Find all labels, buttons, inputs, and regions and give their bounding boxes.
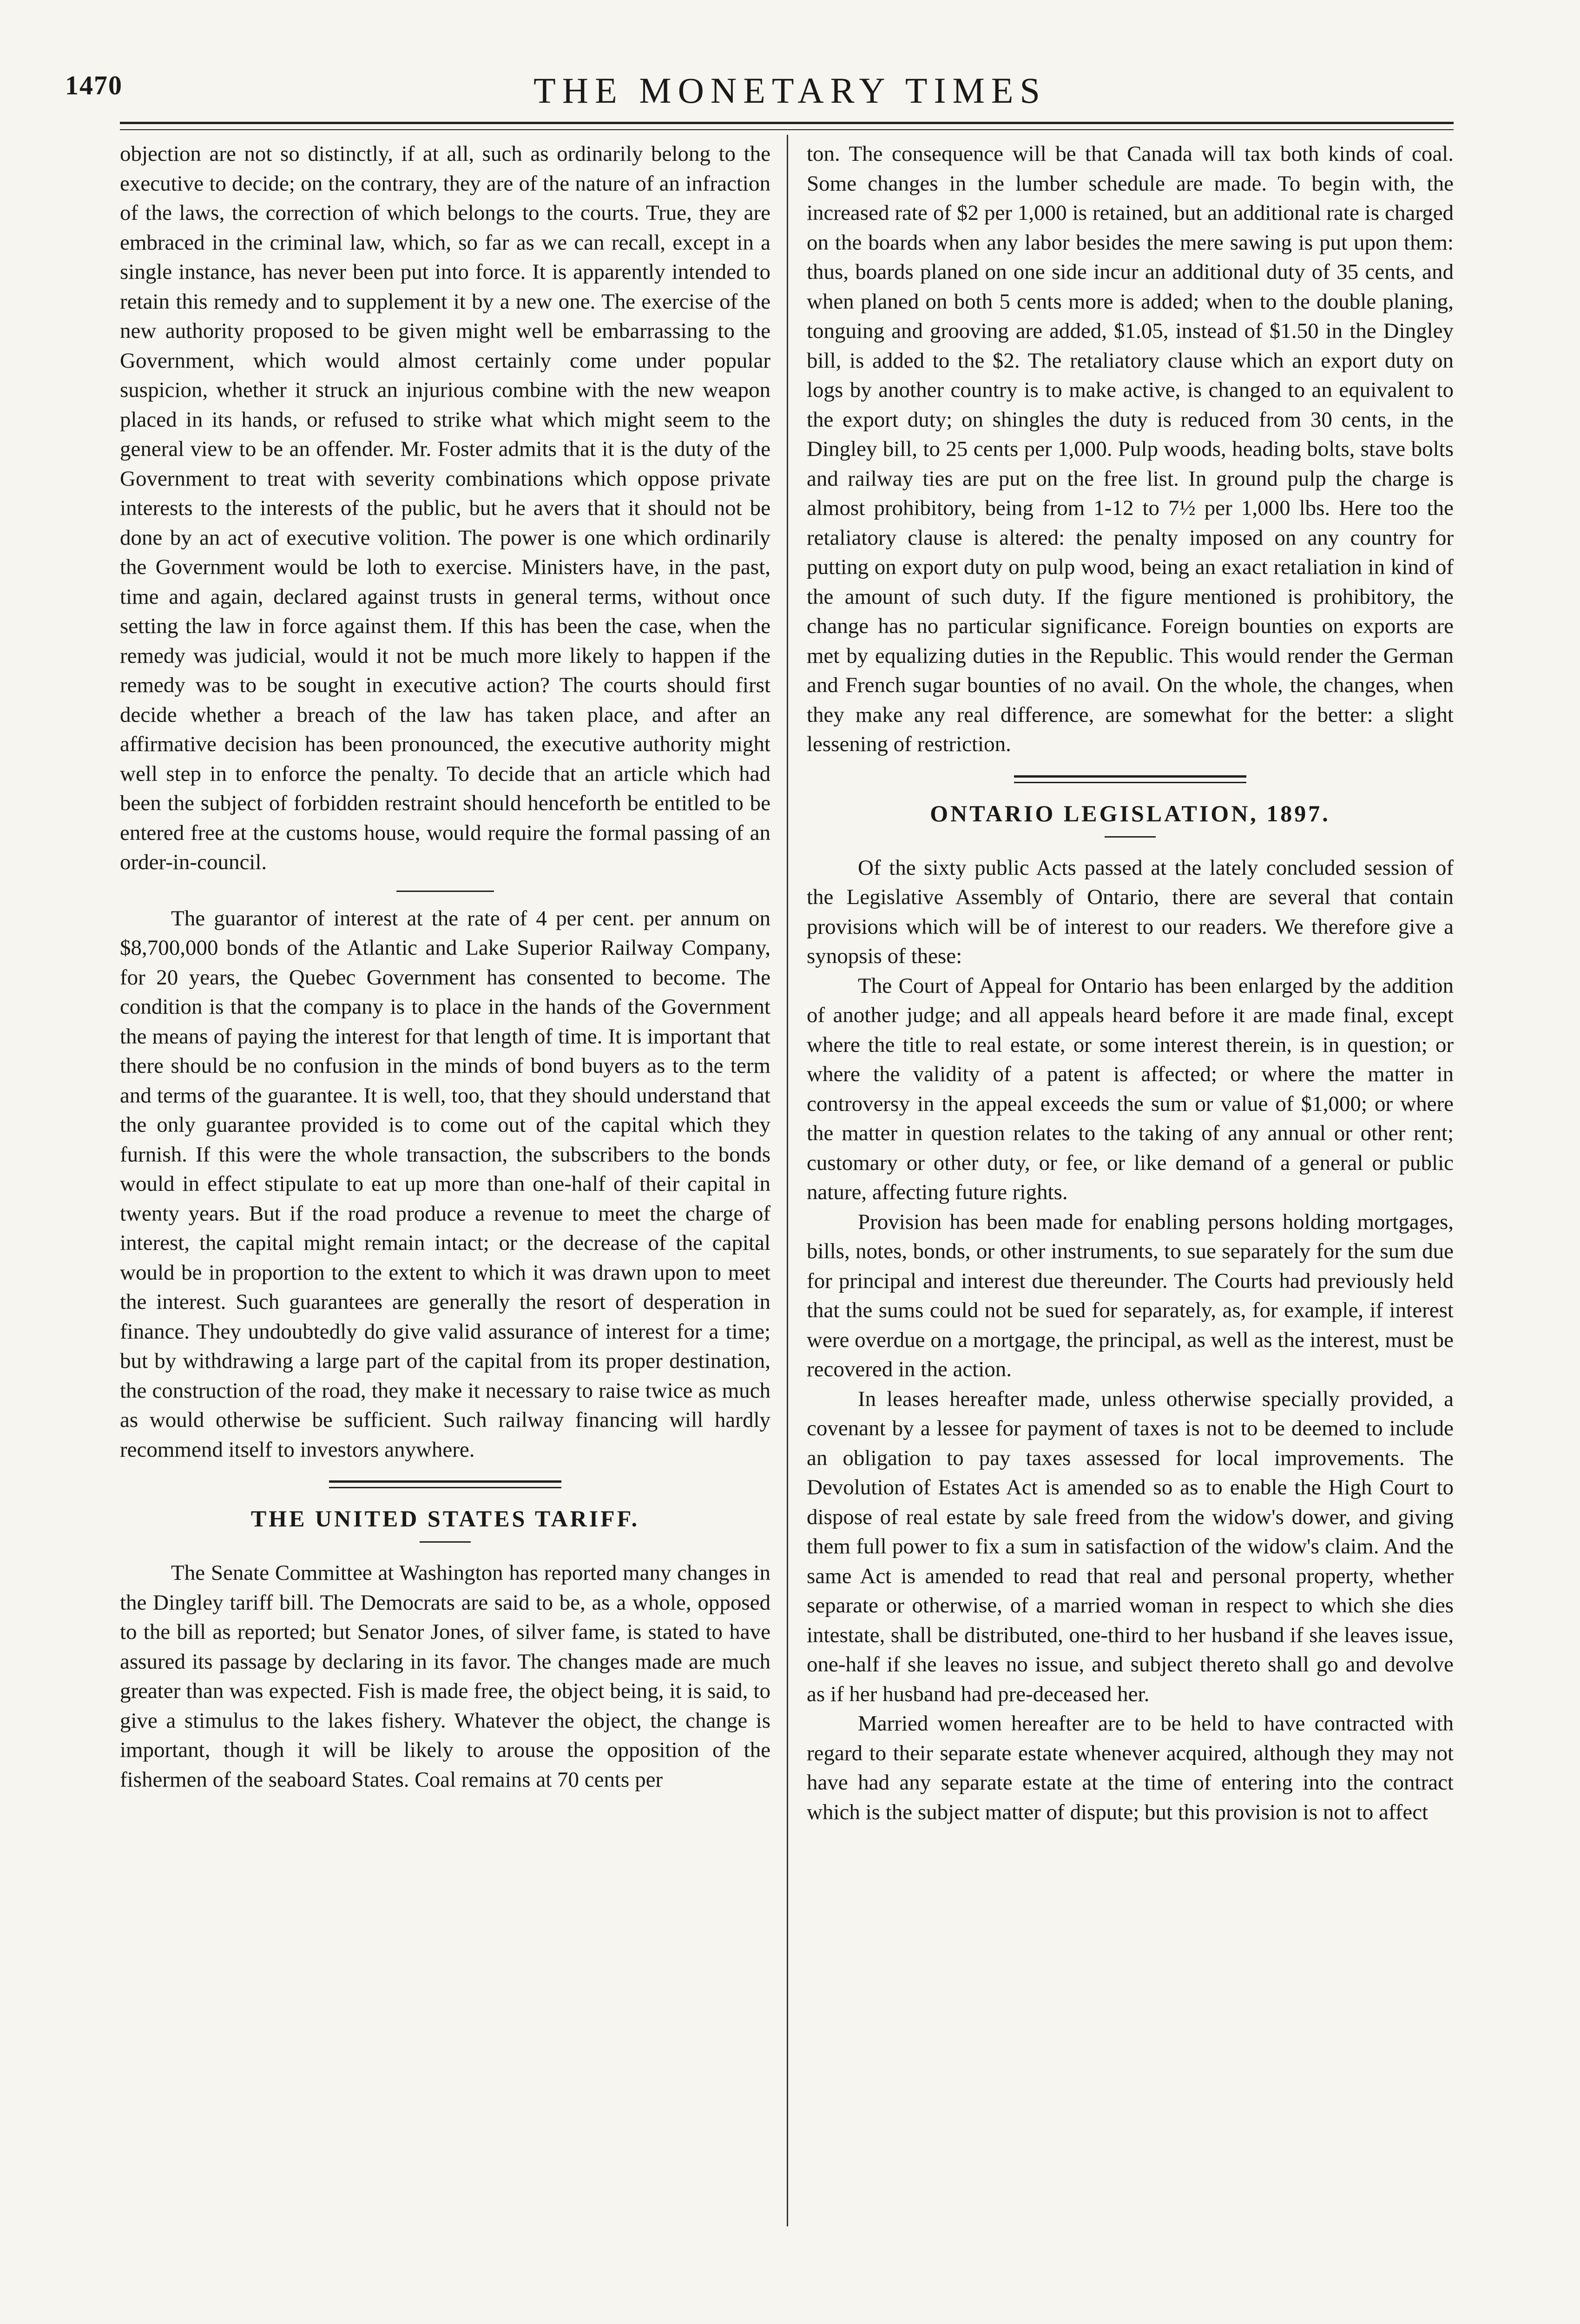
right-paragraph-tariff-cont: ton. The consequence will be that Canada will tax both kinds of coal. Some changes in the lumber schedule are made. To begin with, the increased rate of $2 per 1,000 is retained, but an additional rate is charged on the boards when any labor besides the mere sawing is put upon them: thus, boards planed on one side incur an additional duty of 35 cents, and when planed on both 5 cents more is added; when to the double planing, tonguing and grooving are added, $1.05, instead of $1.50 in the Dingley bill, is added to the $2. The retaliatory clause which an export duty on logs by another country is to make active, is changed to an equivalent to the export duty; on shingles the duty is reduced from 30 cents, in the Dingley bill, to 25 cents per 1,000. Pulp woods, heading bolts, stave bolts and railway ties are put on the free list. In ground pulp the charge is almost prohibitory, being from 1-12 to 7½ per 1,000 lbs. Here too the retaliatory clause is altered: the penalty imposed on any country for putting on export duty on pulp wood, being an exact retaliation in kind of the amount of such duty. If the figure mentioned is prohibitory, the change has no particular significance. Foreign bounties on exports are met by equalizing duties in the Republic. This would render the German and French sugar bounties of no avail. On the whole, the changes, when they make any real difference, are somewhat for the better: a slight lessening of restriction. xyxy=(807,142,1454,756)
page-number: 1470 xyxy=(65,70,123,100)
right-column xyxy=(807,139,1454,1827)
heading-ontario-legislation: ONTARIO LEGISLATION, 1897. xyxy=(930,800,1330,826)
section-divider-short xyxy=(396,891,494,892)
heading-us-tariff: THE UNITED STATES TARIFF. xyxy=(250,1505,640,1532)
right-paragraph-mortgages: Provision has been made for enabling persons holding mortgages, bills, notes, bonds, or other instruments, to sue separately for the sum due for principal and interest due thereunder. The Courts had previously held that the sums could not be sued for separately, as, for example, if interest were overdue on a mortgage, the principal, as well as the interest, must be recovered in the action. xyxy=(807,1209,1454,1381)
heading-underline xyxy=(1105,836,1156,838)
header-rule-thin xyxy=(120,129,1454,130)
heading-underline xyxy=(420,1541,471,1543)
header-rule xyxy=(120,122,1454,124)
right-paragraph-court-appeal: The Court of Appeal for Ontario has been enlarged by the addition of another judge; and all appeals heard before it are made final, except where the title to real estate, or some interest therein, is in question; or where the validity of a patent is affected; or where the matter in controversy in the appeal exceeds the sum or value of $1,000; or where the matter in question relates to the taking of any annual or other rent; customary or other duty, or fee, or like demand of a general or public nature, affecting future rights. xyxy=(807,973,1454,1204)
masthead-title: THE MONETARY TIMES xyxy=(533,70,1047,111)
right-paragraph-leases: In leases hereafter made, unless otherwise specially provided, a covenant by a lessee for payment of taxes is not to be deemed to include an obligation to pay taxes assessed for local improvements. The Devolution of Estates Act is amended so as to enable the High Court to dispose of real estate by sale freed from the widow's dower, and giving them full power to fix a sum in satisfaction of the widow's claim. And the same Act is amended to read that real and personal property, whether separate or otherwise, of a married woman in respect to which she dies intestate, shall be distributed, one-third to her husband if she leaves issue, one-half if she leaves no issue, and subject thereto shall go and devolve as if her husband had pre-deceased her. xyxy=(807,1386,1454,1706)
section-divider-double xyxy=(1014,775,1246,783)
right-paragraph-intro: Of the sixty public Acts passed at the lately concluded session of the Legislative Assembly of Ontario, there are several that contain provisions which will be of interest to our readers. We therefore give a synopsis of these: xyxy=(807,855,1454,968)
right-paragraph-married-women: Married women hereafter are to be held to have contracted with regard to their separate estate whenever acquired, although they may not have had any separate estate at the time of entering into the contract which is the subject matter of dispute; but this provision is not to affect xyxy=(807,1711,1454,1824)
column-divider xyxy=(787,135,788,2226)
left-paragraph-combines: objection are not so distinctly, if at all, such as ordinarily belong to the executive to decide; on the contrary, they are of the nature of an infraction of the laws, the correction of which belongs to the courts. True, they are embraced in the criminal law, which, so far as we can recall, except in a single instance, has never been put into force. It is apparently intended to retain this remedy and to supplement it by a new one. The exercise of the new authority proposed to be given might well be embarrassing to the Government, which would almost certainly come under popular suspicion, whether it struck an injurious combine with the new weapon placed in its hands, or refused to strike what which might seem to the general view to be an offender. Mr. Foster admits that it is the duty of the Government to treat with severity combinations which oppose private interests to the interests of the public, but he avers that it should not be done by an act of executive volition. The power is one which ordinarily the Government would be loth to exercise. Ministers have, in the past, time and again, declared against trusts in general terms, without once setting the law in force against them. If this has been the case, when the remedy was judicial, would it not be much more likely to happen if the remedy was to be sought in executive action? The courts should first decide whether a breach of the law has taken place, and after an affirmative decision has been pronounced, the executive authority might well step in to enforce the penalty. To decide that an article which had been the subject of forbidden restraint should henceforth be entitled to be entered free at the customs house, would require the formal passing of an order-in-council. xyxy=(120,142,770,874)
left-paragraph-guarantee: The guarantor of interest at the rate of 4 per cent. per annum on $8,700,000 bonds of the Atlantic and Lake Superior Railway Company, for 20 years, the Quebec Government has consented to become. The condition is that the company is to place in the hands of the Government the means of paying the interest for that length of time. It is important that there should be no confusion in the minds of bond buyers as to the term and terms of the guarantee. It is well, too, that they should understand that the only guarantee provided is to come out of the capital which they furnish. If this were the whole transaction, the subscribers to the bonds would in effect stipulate to eat up more than one-half of their capital in twenty years. But if the road produce a revenue to meet the charge of interest, the capital might remain intact; or the decrease of the capital would be in proportion to the extent to which it was drawn upon to meet the interest. Such guarantees are generally the resort of desperation in finance. They undoubtedly do give valid assurance of interest for a time; but by withdrawing a large part of the capital from its proper destination, the construction of the road, they make it necessary to raise twice as much as would otherwise be sufficient. Such railway financing will hardly recommend itself to investors anywhere. xyxy=(120,906,770,1462)
left-column xyxy=(120,139,770,1795)
left-paragraph-tariff: The Senate Committee at Washington has reported many changes in the Dingley tariff bill. The Democrats are said to be, as a whole, opposed to the bill as reported; but Senator Jones, of silver fame, is stated to have assured its passage by declaring in its favor. The changes made are much greater than was expected. Fish is made free, the object being, it is said, to give a stimulus to the lakes fishery. Whatever the object, the change is important, though it will be likely to arouse the opposition of the fishermen of the seaboard States. Coal remains at 70 cents per xyxy=(120,1561,770,1792)
section-divider-double xyxy=(329,1480,561,1488)
